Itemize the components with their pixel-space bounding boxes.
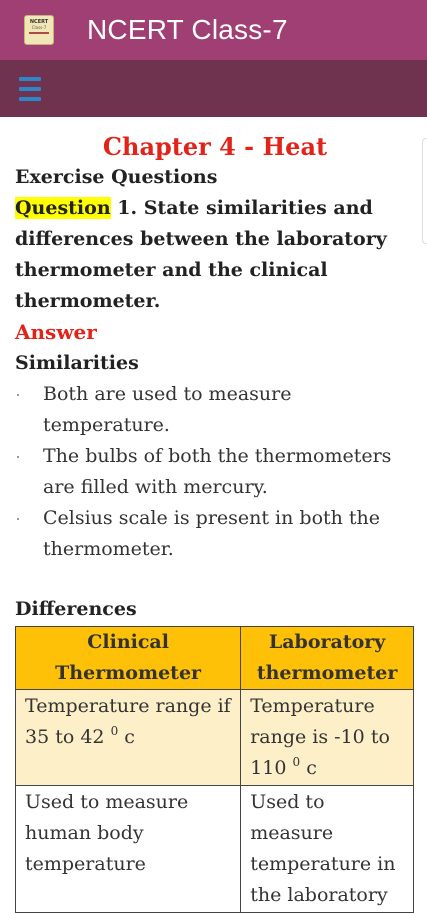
table-cell-clinical: Temperature range if 35 to 42 $^0$ c: [16, 690, 241, 786]
table-cell-laboratory: Used to measure temperature in the laboratory: [241, 786, 414, 913]
app-logo-line2: Class-7: [31, 25, 47, 30]
hamburger-menu-icon[interactable]: [19, 77, 41, 101]
app-logo-line1: NCERT: [29, 19, 49, 25]
similarities-heading: Similarities: [15, 352, 139, 374]
table-row: [16, 786, 414, 913]
app-logo-icon: [24, 15, 54, 45]
chapter-title: Chapter 4 - Heat: [102, 132, 328, 161]
section-heading: Exercise Questions: [15, 166, 218, 188]
question-body: 1. State similarities and differences between the laboratory thermometer and the clinical thermometer.: [15, 197, 387, 312]
app-bar: [0, 0, 427, 60]
list-item: Both are used to measure temperature.: [15, 379, 415, 441]
answer-label: Answer: [15, 320, 97, 344]
similarities-list: [15, 379, 415, 565]
toolbar: [0, 60, 427, 117]
app-logo-stripe: [29, 32, 49, 34]
question-text: [15, 193, 415, 317]
table-header-clinical: Clinical Thermometer: [16, 627, 241, 690]
table-row: [16, 690, 414, 786]
table-cell-laboratory: Temperature range is -10 to 110 $^0$ c: [241, 690, 414, 786]
list-item: The bulbs of both the thermometers are filled with mercury.: [15, 441, 415, 503]
table-header-laboratory: Laboratory thermometer: [241, 627, 414, 690]
content-area: [15, 117, 415, 913]
question-highlight: Question: [15, 197, 111, 219]
table-header-row: [16, 627, 414, 690]
differences-table: [15, 626, 414, 913]
app-title: NCERT Class-7: [87, 14, 288, 45]
list-item: Celsius scale is present in both the thermometer.: [15, 503, 415, 565]
side-drawer-handle[interactable]: [422, 138, 427, 244]
table-cell-clinical: Used to measure human body temperature: [16, 786, 241, 913]
differences-heading: Differences: [15, 598, 137, 620]
